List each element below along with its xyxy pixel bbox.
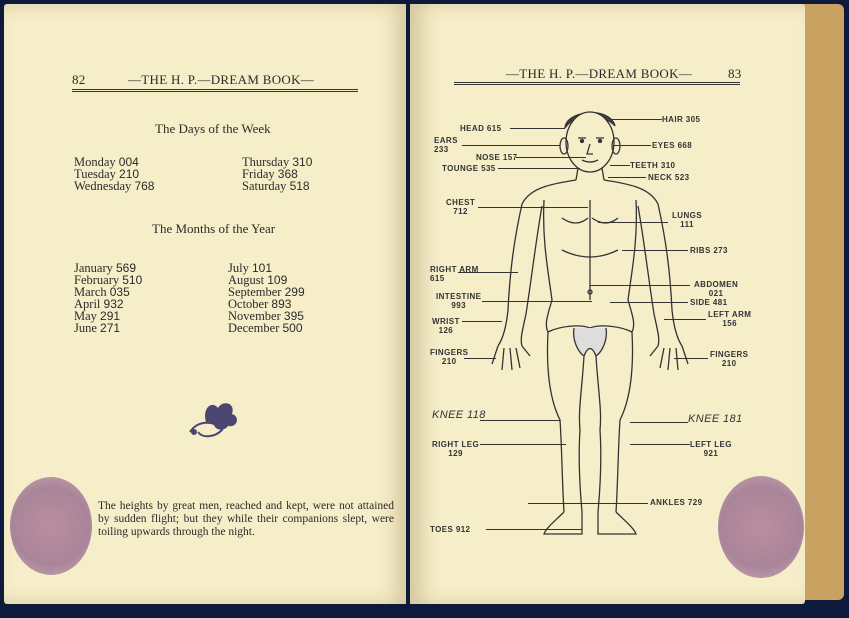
leader-line <box>486 529 582 530</box>
leader-line <box>598 222 668 223</box>
label-right-leg: RIGHT LEG 129 <box>432 440 480 458</box>
day-entry: Tuesday 210 <box>74 167 140 181</box>
label-teeth: TEETH 310 <box>630 161 676 170</box>
month-entry: April 932 <box>74 297 124 311</box>
month-entry: December 500 <box>228 321 303 335</box>
leader-line <box>480 444 566 445</box>
left-header-rule <box>72 89 358 92</box>
label-fingers-left-hand: FINGERS 210 <box>710 350 749 368</box>
label-head: HEAD 615 <box>460 124 502 133</box>
month-entry: October 893 <box>228 297 292 311</box>
month-entry: June 271 <box>74 321 121 335</box>
leader-line <box>462 145 560 146</box>
leader-line <box>590 285 690 286</box>
leader-line <box>613 145 651 146</box>
month-entry: February 510 <box>74 273 143 287</box>
book-back-cover <box>800 4 844 600</box>
month-entry: May 291 <box>74 309 121 323</box>
leader-line <box>674 358 708 359</box>
label-right-arm: RIGHT ARM 615 <box>430 265 479 283</box>
month-entry: September 299 <box>228 285 305 299</box>
label-nose: NOSE 157 <box>476 153 518 162</box>
label-knee-left: KNEE 181 <box>688 413 743 425</box>
label-hair: HAIR 305 <box>662 115 701 124</box>
leader-line <box>610 302 688 303</box>
leader-line <box>482 301 592 302</box>
leader-line <box>478 207 588 208</box>
month-entry: March 035 <box>74 285 130 299</box>
label-ankles: ANKLES 729 <box>650 498 703 507</box>
page-stain <box>718 476 804 578</box>
leader-line <box>608 177 646 178</box>
floral-ornament-icon <box>184 396 244 442</box>
leader-line <box>498 168 580 169</box>
left-page <box>4 4 406 604</box>
label-chest: CHEST 712 <box>446 198 476 216</box>
days-heading: The Days of the Week <box>155 121 271 136</box>
right-header-rule <box>454 82 740 85</box>
day-entry: Saturday 518 <box>242 179 310 193</box>
page-stain <box>10 477 92 575</box>
month-entry: November 395 <box>228 309 304 323</box>
quote-text: The heights by great men, reached and kept, were not attained by sudden flight; but they while their companions slept, were toiling upwards through the night. <box>98 500 394 538</box>
right-page <box>410 4 805 604</box>
label-eyes: EYES 668 <box>652 141 693 150</box>
day-entry: Wednesday 768 <box>74 179 155 193</box>
label-lungs: LUNGS 111 <box>672 211 702 229</box>
leader-line <box>516 157 586 158</box>
leader-line <box>610 165 630 166</box>
month-entry: July 101 <box>228 261 272 275</box>
month-entry: August 109 <box>228 273 288 287</box>
leader-line <box>464 358 496 359</box>
leader-line <box>630 444 690 445</box>
leader-line <box>612 119 662 120</box>
leader-line <box>622 250 688 251</box>
label-tounge: TOUNGE 535 <box>442 164 496 173</box>
months-heading: The Months of the Year <box>152 221 276 236</box>
left-running-head: —THE H. P.—DREAM BOOK— <box>128 72 315 87</box>
label-side: SIDE 481 <box>690 298 728 307</box>
label-left-arm: LEFT ARM 156 <box>708 310 752 328</box>
leader-line <box>510 128 565 129</box>
right-running-head: —THE H. P.—DREAM BOOK— <box>506 66 693 81</box>
label-neck: NECK 523 <box>648 173 690 182</box>
label-fingers-right-hand: FINGERS 210 <box>430 348 469 366</box>
label-wrist: WRIST 126 <box>432 317 460 335</box>
leader-line <box>480 420 560 421</box>
label-toes: TOES 912 <box>430 525 471 534</box>
label-abdomen: ABDOMEN 021 <box>694 280 739 298</box>
day-entry: Monday 004 <box>74 155 139 169</box>
label-ribs: RIBS 273 <box>690 246 728 255</box>
label-ears: EARS 233 <box>434 136 458 154</box>
label-knee-right: KNEE 118 <box>432 409 486 421</box>
month-entry: January 569 <box>74 261 137 275</box>
leader-line <box>664 319 706 320</box>
label-intestine: INTESTINE 993 <box>436 292 482 310</box>
leader-line <box>528 503 648 504</box>
leader-line <box>462 321 502 322</box>
leader-line <box>630 422 688 423</box>
day-entry: Thursday 310 <box>242 155 313 169</box>
right-page-number: 83 <box>728 66 742 81</box>
left-page-number: 82 <box>72 72 86 87</box>
day-entry: Friday 368 <box>242 167 298 181</box>
label-left-leg: LEFT LEG 921 <box>690 440 732 458</box>
